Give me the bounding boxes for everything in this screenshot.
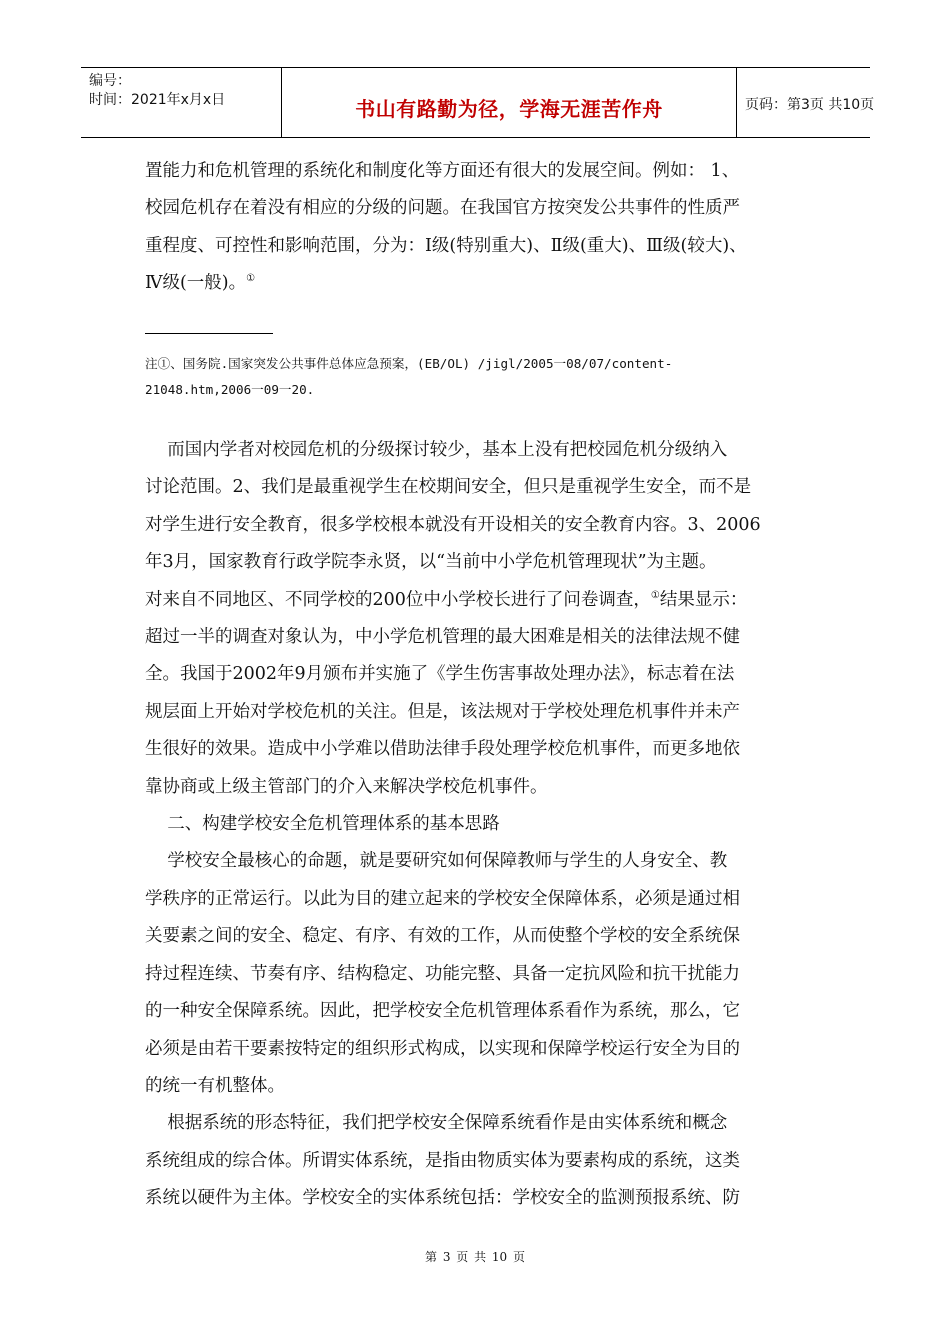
footnote-line: 注①、国务院.国家突发公共事件总体应急预案，(EB/OL) /jigl/2005一08/07/content- <box>145 356 673 371</box>
paragraph-line: 持过程连续、节奏有序、结构稳定、功能完整、具备一定抗风险和抗干扰能力 <box>145 963 740 984</box>
paragraph-line: 的一种安全保障系统。因此，把学校安全危机管理体系看作为系统，那么，它 <box>145 1001 740 1022</box>
paragraph-2 <box>145 432 810 1218</box>
paragraph-1 <box>145 153 810 303</box>
document-date-label: 时间：2021年x月x日 <box>89 92 226 108</box>
paragraph-line: 根据系统的形态特征，我们把学校安全保障系统看作是由实体系统和概念 <box>145 1113 728 1134</box>
paragraph-line: 讨论范围。2、我们是最重视学生在校期间安全，但只是重视学生安全，而不是 <box>145 477 752 498</box>
section-heading: 二、构建学校安全危机管理体系的基本思路 <box>145 814 500 835</box>
paragraph-line: 靠协商或上级主管部门的介入来解决学校危机事件。 <box>145 776 548 797</box>
paragraph-line <box>145 265 810 302</box>
paragraph-line: 系统以硬件为主体。学校安全的实体系统包括：学校安全的监测预报系统、防 <box>145 1188 740 1209</box>
paragraph-line: 超过一半的调查对象认为，中小学危机管理的最大困难是相关的法律法规不健 <box>145 627 740 648</box>
paragraph-line: 重程度、可控性和影响范围，分为：Ⅰ级(特别重大)、Ⅱ级(重大)、Ⅲ级(较大)、 <box>145 235 747 256</box>
paragraph-line: 关要素之间的安全、稳定、有序、有效的工作，从而使整个学校的安全系统保 <box>145 926 740 947</box>
paragraph-line: 全。我国于2002年9月颁布并实施了《学生伤害事故处理办法》，标志着在法 <box>145 664 735 685</box>
document-number-label: 编号： <box>89 73 131 89</box>
paragraph-line-text: Ⅳ级(一般)。 <box>145 273 247 294</box>
footnote-separator <box>145 333 273 334</box>
page-header <box>81 67 875 138</box>
paragraph-line: 学秩序的正常运行。以此为目的建立起来的学校安全保障体系，必须是通过相 <box>145 888 740 909</box>
paragraph-line: 必须是由若干要素按特定的组织形式构成，以实现和保障学校运行安全为目的 <box>145 1038 740 1059</box>
header-page-cell <box>737 68 875 137</box>
paragraph-line: 生很好的效果。造成中小学难以借助法律手段处理学校危机事件，而更多地依 <box>145 739 740 760</box>
paragraph-line-text: 结果显示： <box>659 589 748 610</box>
paragraph-line <box>145 582 810 619</box>
page-footer: 第 3 页 共 10 页 <box>425 1250 525 1264</box>
paragraph-line-text: 对来自不同地区、不同学校的200位中小学校长进行了问卷调查， <box>145 589 651 610</box>
paragraph-line: 置能力和危机管理的系统化和制度化等方面还有很大的发展空间。例如： 1、 <box>145 161 740 181</box>
footnote <box>145 351 815 403</box>
paragraph-line: 而国内学者对校园危机的分级探讨较少，基本上没有把校园危机分级纳入 <box>145 440 728 460</box>
paragraph-line: 学校安全最核心的命题，就是要研究如何保障教师与学生的人身安全、教 <box>145 851 728 872</box>
paragraph-line: 系统组成的综合体。所谓实体系统，是指由物质实体为要素构成的系统，这类 <box>145 1150 740 1171</box>
footnote-line: 21048.htm,2006一09一20. <box>145 382 315 397</box>
header-motto: 书山有路勤为径，学海无涯苦作舟 <box>355 97 663 121</box>
header-meta-cell <box>81 68 282 137</box>
header-page-code: 页码：第3页 共10页 <box>745 97 875 113</box>
paragraph-line: 对学生进行安全教育，很多学校根本就没有开设相关的安全教育内容。3、2006 <box>145 514 761 535</box>
paragraph-line: 规层面上开始对学校危机的关注。但是，该法规对于学校处理危机事件并未产 <box>145 701 740 722</box>
footnote-reference-mark: ① <box>650 589 660 601</box>
header-motto-cell <box>282 68 737 137</box>
paragraph-line: 的统一有机整体。 <box>145 1075 285 1096</box>
paragraph-line: 校园危机存在着没有相应的分级的问题。在我国官方按突发公共事件的性质严 <box>145 198 740 219</box>
footnote-reference-mark: ① <box>246 273 256 285</box>
paragraph-line: 年3月，国家教育行政学院李永贤，以“当前中小学危机管理现状”为主题。 <box>145 552 717 573</box>
